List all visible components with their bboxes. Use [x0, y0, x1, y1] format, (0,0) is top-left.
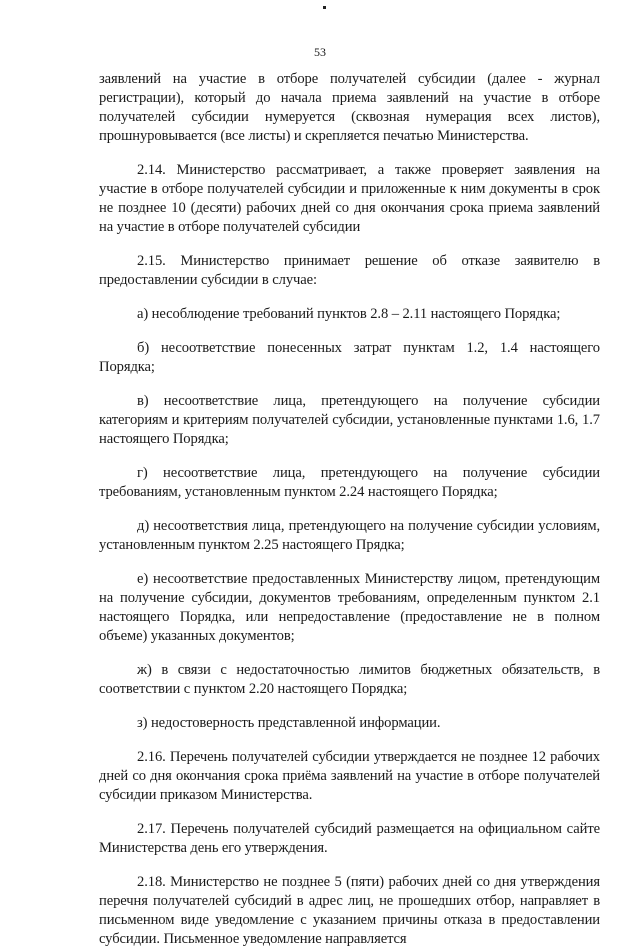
- list-item-v: в) несоответствие лица, претендующего на получение субсидии категориям и критериям получателей субсидии, установленные пунктами 1.6, 1.7 настоящего Порядка;: [99, 393, 600, 447]
- paragraph-2-14: 2.14. Министерство рассматривает, а также проверяет заявления на участие в отборе получателей субсидии и приложенные к ним документы в срок не позднее 10 (десяти) рабочих дней со дня окончания срока приема заявлений на участие в отборе получателей субсидии: [99, 162, 600, 235]
- list-item-zh: ж) в связи с недостаточностью лимитов бюджетных обязательств, в соответствии с пунктом 2.20 настоящего Порядка;: [99, 662, 600, 697]
- list-item-g: г) несоответствие лица, претендующего на получение субсидии требованиям, установленным пунктом 2.24 настоящего Порядка;: [99, 465, 600, 500]
- list-item-d: д) несоответствия лица, претендующего на получение субсидии условиям, установленным пунктом 2.25 настоящего Прядка;: [99, 518, 600, 553]
- document-body: [99, 70, 600, 949]
- paragraph-2-17: 2.17. Перечень получателей субсидий размещается на официальном сайте Министерства день его утверждения.: [99, 821, 600, 856]
- paragraph-2-16: 2.16. Перечень получателей субсидии утверждается не позднее 12 рабочих дней со дня окончания срока приёма заявлений на участие в отборе получателей субсидии приказом Министерства.: [99, 749, 600, 803]
- list-item-a: а) несоблюдение требований пунктов 2.8 – 2.11 настоящего Порядка;: [137, 306, 561, 322]
- list-item-z: з) недостоверность представленной информации.: [137, 715, 441, 731]
- scan-mark: [323, 6, 326, 9]
- paragraph-2-18: 2.18. Министерство не позднее 5 (пяти) рабочих дней со дня утверждения перечня получателей субсидий в адрес лиц, не прошедших отбор, направляет в письменном виде уведомление с указанием причины отказа в предоставлении субсидии. Письменное уведомление направляется: [99, 874, 600, 947]
- list-item-b: б) несоответствие понесенных затрат пунктам 1.2, 1.4 настоящего Порядка;: [99, 340, 600, 375]
- paragraph-2-15: 2.15. Министерство принимает решение об отказе заявителю в предоставлении субсидии в случае:: [99, 253, 600, 288]
- page-number: 53: [314, 45, 326, 59]
- list-item-e: е) несоответствие предоставленных Министерству лицом, претендующим на получение субсидии, документов требованиям, определенным пунктом 2.1 настоящего Порядка, или непредоставление (предоставление не в полном объеме) указанных документов;: [99, 571, 600, 644]
- paragraph-continuation: заявлений на участие в отборе получателей субсидии (далее - журнал регистрации), который до начала приема заявлений на участие в отборе получателей субсидии нумеруется (сквозная нумерация всех листов), прошнуровывается (все листы) и скрепляется печатью Министерства.: [99, 71, 600, 144]
